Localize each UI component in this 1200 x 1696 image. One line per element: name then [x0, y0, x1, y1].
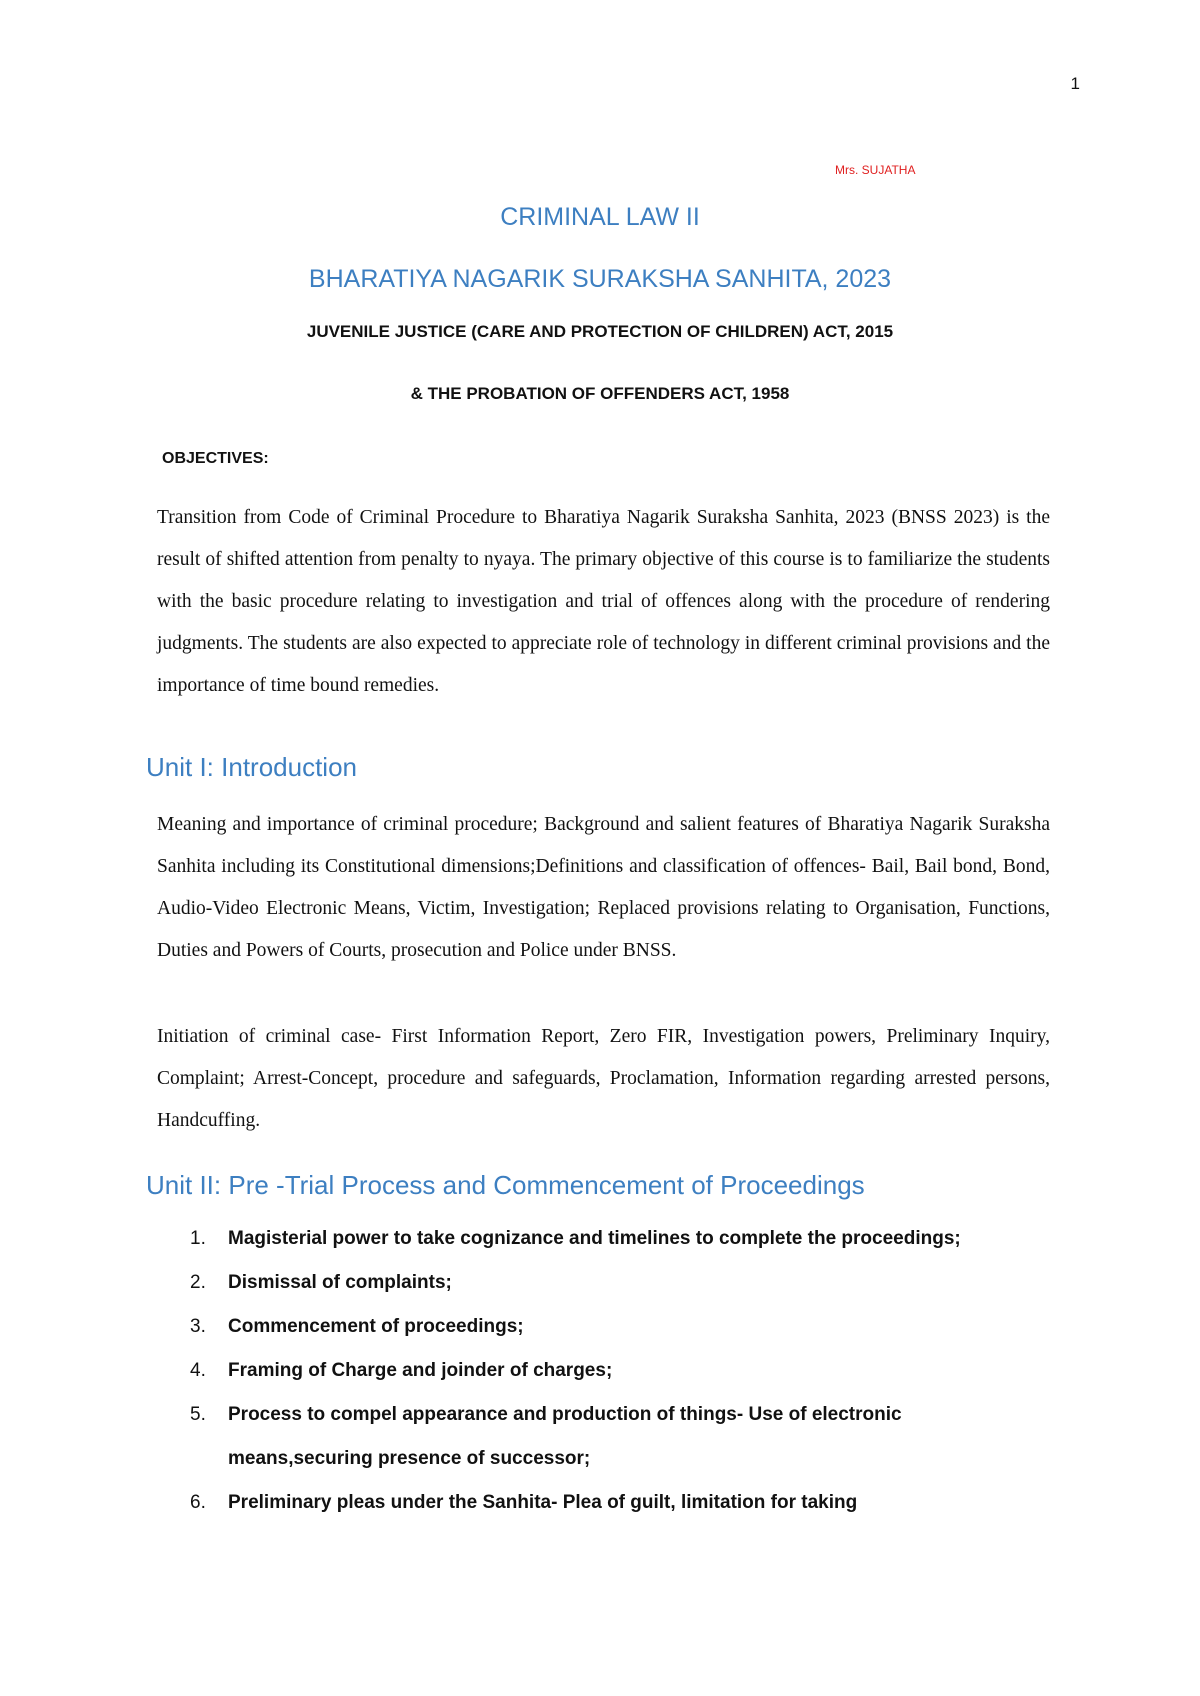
act-heading-2: & THE PROBATION OF OFFENDERS ACT, 1958	[410, 384, 790, 403]
list-item-text: Dismissal of complaints;	[228, 1272, 452, 1293]
list-item-text: Magisterial power to take cognizance and timelines to complete the proceedings;	[228, 1228, 961, 1249]
document-subtitle: BHARATIYA NAGARIK SURAKSHA SANHITA, 2023	[308, 265, 892, 293]
list-item	[190, 1393, 1050, 1481]
list-item	[190, 1349, 1050, 1393]
list-item-text: Commencement of proceedings;	[228, 1316, 524, 1337]
list-item-number: 6.	[190, 1492, 206, 1513]
list-item	[190, 1217, 1050, 1261]
unit2-heading: Unit II: Pre -Trial Process and Commencement of Proceedings	[146, 1170, 865, 1200]
page-number: 1	[1070, 74, 1080, 93]
list-item	[190, 1261, 1050, 1305]
list-item	[190, 1481, 1050, 1525]
list-item-text: Framing of Charge and joinder of charges;	[228, 1360, 613, 1381]
list-item-text: Preliminary pleas under the Sanhita- Plea of guilt, limitation for taking	[228, 1492, 858, 1513]
unit2-topic-list	[190, 1217, 1050, 1525]
author-name: Mrs. SUJATHA	[835, 163, 916, 177]
objectives-paragraph: Transition from Code of Criminal Procedure to Bharatiya Nagarik Suraksha Sanhita, 2023 (BNSS 2023) is the result of shifted attention from penalty to nyaya. The primary objective of this course is to familiarize the students with the basic procedure relating to investigation and trial of offences along with the procedure of rendering judgments. The students are also expected to appreciate role of technology in different criminal provisions and the importance of time bound remedies.	[157, 507, 1050, 696]
unit1-heading: Unit I: Introduction	[146, 752, 357, 782]
list-item-number: 3.	[190, 1316, 206, 1337]
list-item-number: 1.	[190, 1228, 206, 1249]
unit1-paragraph-1: Meaning and importance of criminal procedure; Background and salient features of Bharatiya Nagarik Suraksha Sanhita including its Constitutional dimensions;Definitions and classification of offences- Bail, Bail bond, Bond, Audio-Video Electronic Means, Victim, Investigation; Replaced provisions relating to Organisation, Functions, Duties and Powers of Courts, prosecution and Police under BNSS.	[157, 814, 1050, 961]
objectives-heading: OBJECTIVES:	[162, 450, 269, 467]
list-item-number: 4.	[190, 1360, 206, 1381]
document-title: CRIMINAL LAW II	[500, 203, 700, 231]
list-item-number: 2.	[190, 1272, 206, 1293]
list-item	[190, 1305, 1050, 1349]
list-item-number: 5.	[190, 1404, 206, 1425]
act-heading-1: JUVENILE JUSTICE (CARE AND PROTECTION OF CHILDREN) ACT, 2015	[306, 322, 894, 341]
list-item-text: Process to compel appearance and production of things- Use of electronic means,securing presence of successor;	[228, 1404, 902, 1469]
unit1-paragraph-2: Initiation of criminal case- First Information Report, Zero FIR, Investigation powers, Preliminary Inquiry, Complaint; Arrest-Concept, procedure and safeguards, Proclamation, Information regarding arrested persons, Handcuffing.	[157, 1026, 1050, 1131]
